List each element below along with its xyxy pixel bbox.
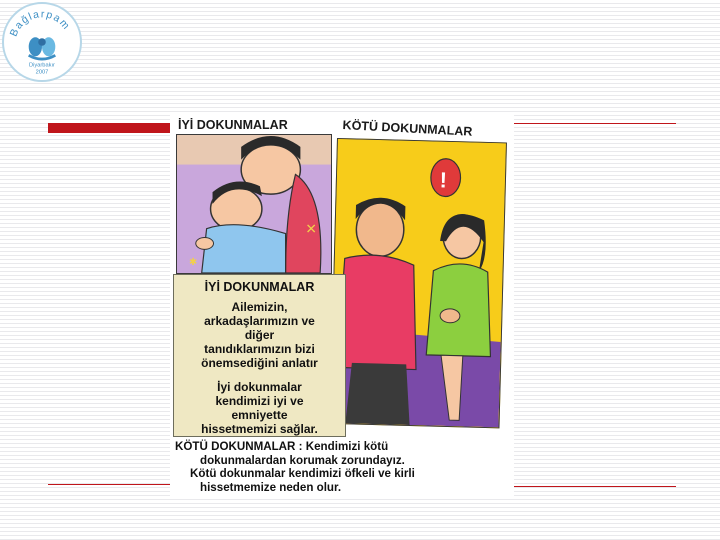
logo-city: Diyarbakır [29, 62, 55, 69]
divider-line-top-right [512, 123, 676, 124]
good-box-paragraph-1 [174, 300, 345, 370]
good-p1-line: tanıdıklarımızın bizi [204, 342, 315, 356]
svg-text:✱: ✱ [188, 257, 198, 269]
baglarpam-logo [2, 2, 82, 82]
svg-text:!: ! [439, 167, 448, 193]
divider-line-bottom-right [512, 486, 676, 487]
bad-touch-explanation [175, 440, 513, 494]
good-p2-line: hissetmemizi sağlar. [201, 422, 318, 436]
good-box-title: İYİ DOKUNMALAR [204, 280, 315, 294]
bad-text-line-3: Kötü dokunmalar kendimizi öfkeli ve kirli [190, 467, 415, 480]
divider-line-bottom-left [48, 484, 172, 485]
svg-text:✕: ✕ [305, 221, 317, 238]
good-box-paragraph-2 [174, 380, 345, 436]
logo-year: 2007 [35, 69, 49, 76]
good-p1-line: önemsediğini anlatır [201, 356, 318, 370]
good-touch-header: İYİ DOKUNMALAR [178, 118, 288, 132]
bad-touch-illustration [330, 138, 507, 428]
bad-text-line-4: hissetmemize neden olur. [200, 480, 342, 494]
accent-bar [48, 123, 170, 133]
good-p1-line: diğer [244, 328, 275, 342]
bad-touch-header: KÖTÜ DOKUNMALAR [342, 118, 473, 139]
bad-text-line-2: dokunmalardan korumak zorundayız. [200, 453, 405, 467]
bad-text-line-1: KÖTÜ DOKUNMALAR : Kendimizi kötü [175, 440, 389, 453]
touch-info-panel [170, 112, 514, 496]
logo-name: Bağlarpam [8, 9, 72, 39]
good-p2-line: kendimizi iyi ve [215, 394, 304, 408]
good-p2-line: İyi dokunmalar [217, 380, 302, 394]
good-p1-line: Ailemizin, [231, 300, 288, 314]
good-touch-explanation [173, 274, 346, 437]
svg-text:Bağlarpam [9, 9, 72, 38]
good-p1-line: arkadaşlarımızın ve [204, 314, 315, 328]
good-touch-illustration [176, 134, 332, 274]
good-p2-line: emniyette [231, 408, 288, 422]
